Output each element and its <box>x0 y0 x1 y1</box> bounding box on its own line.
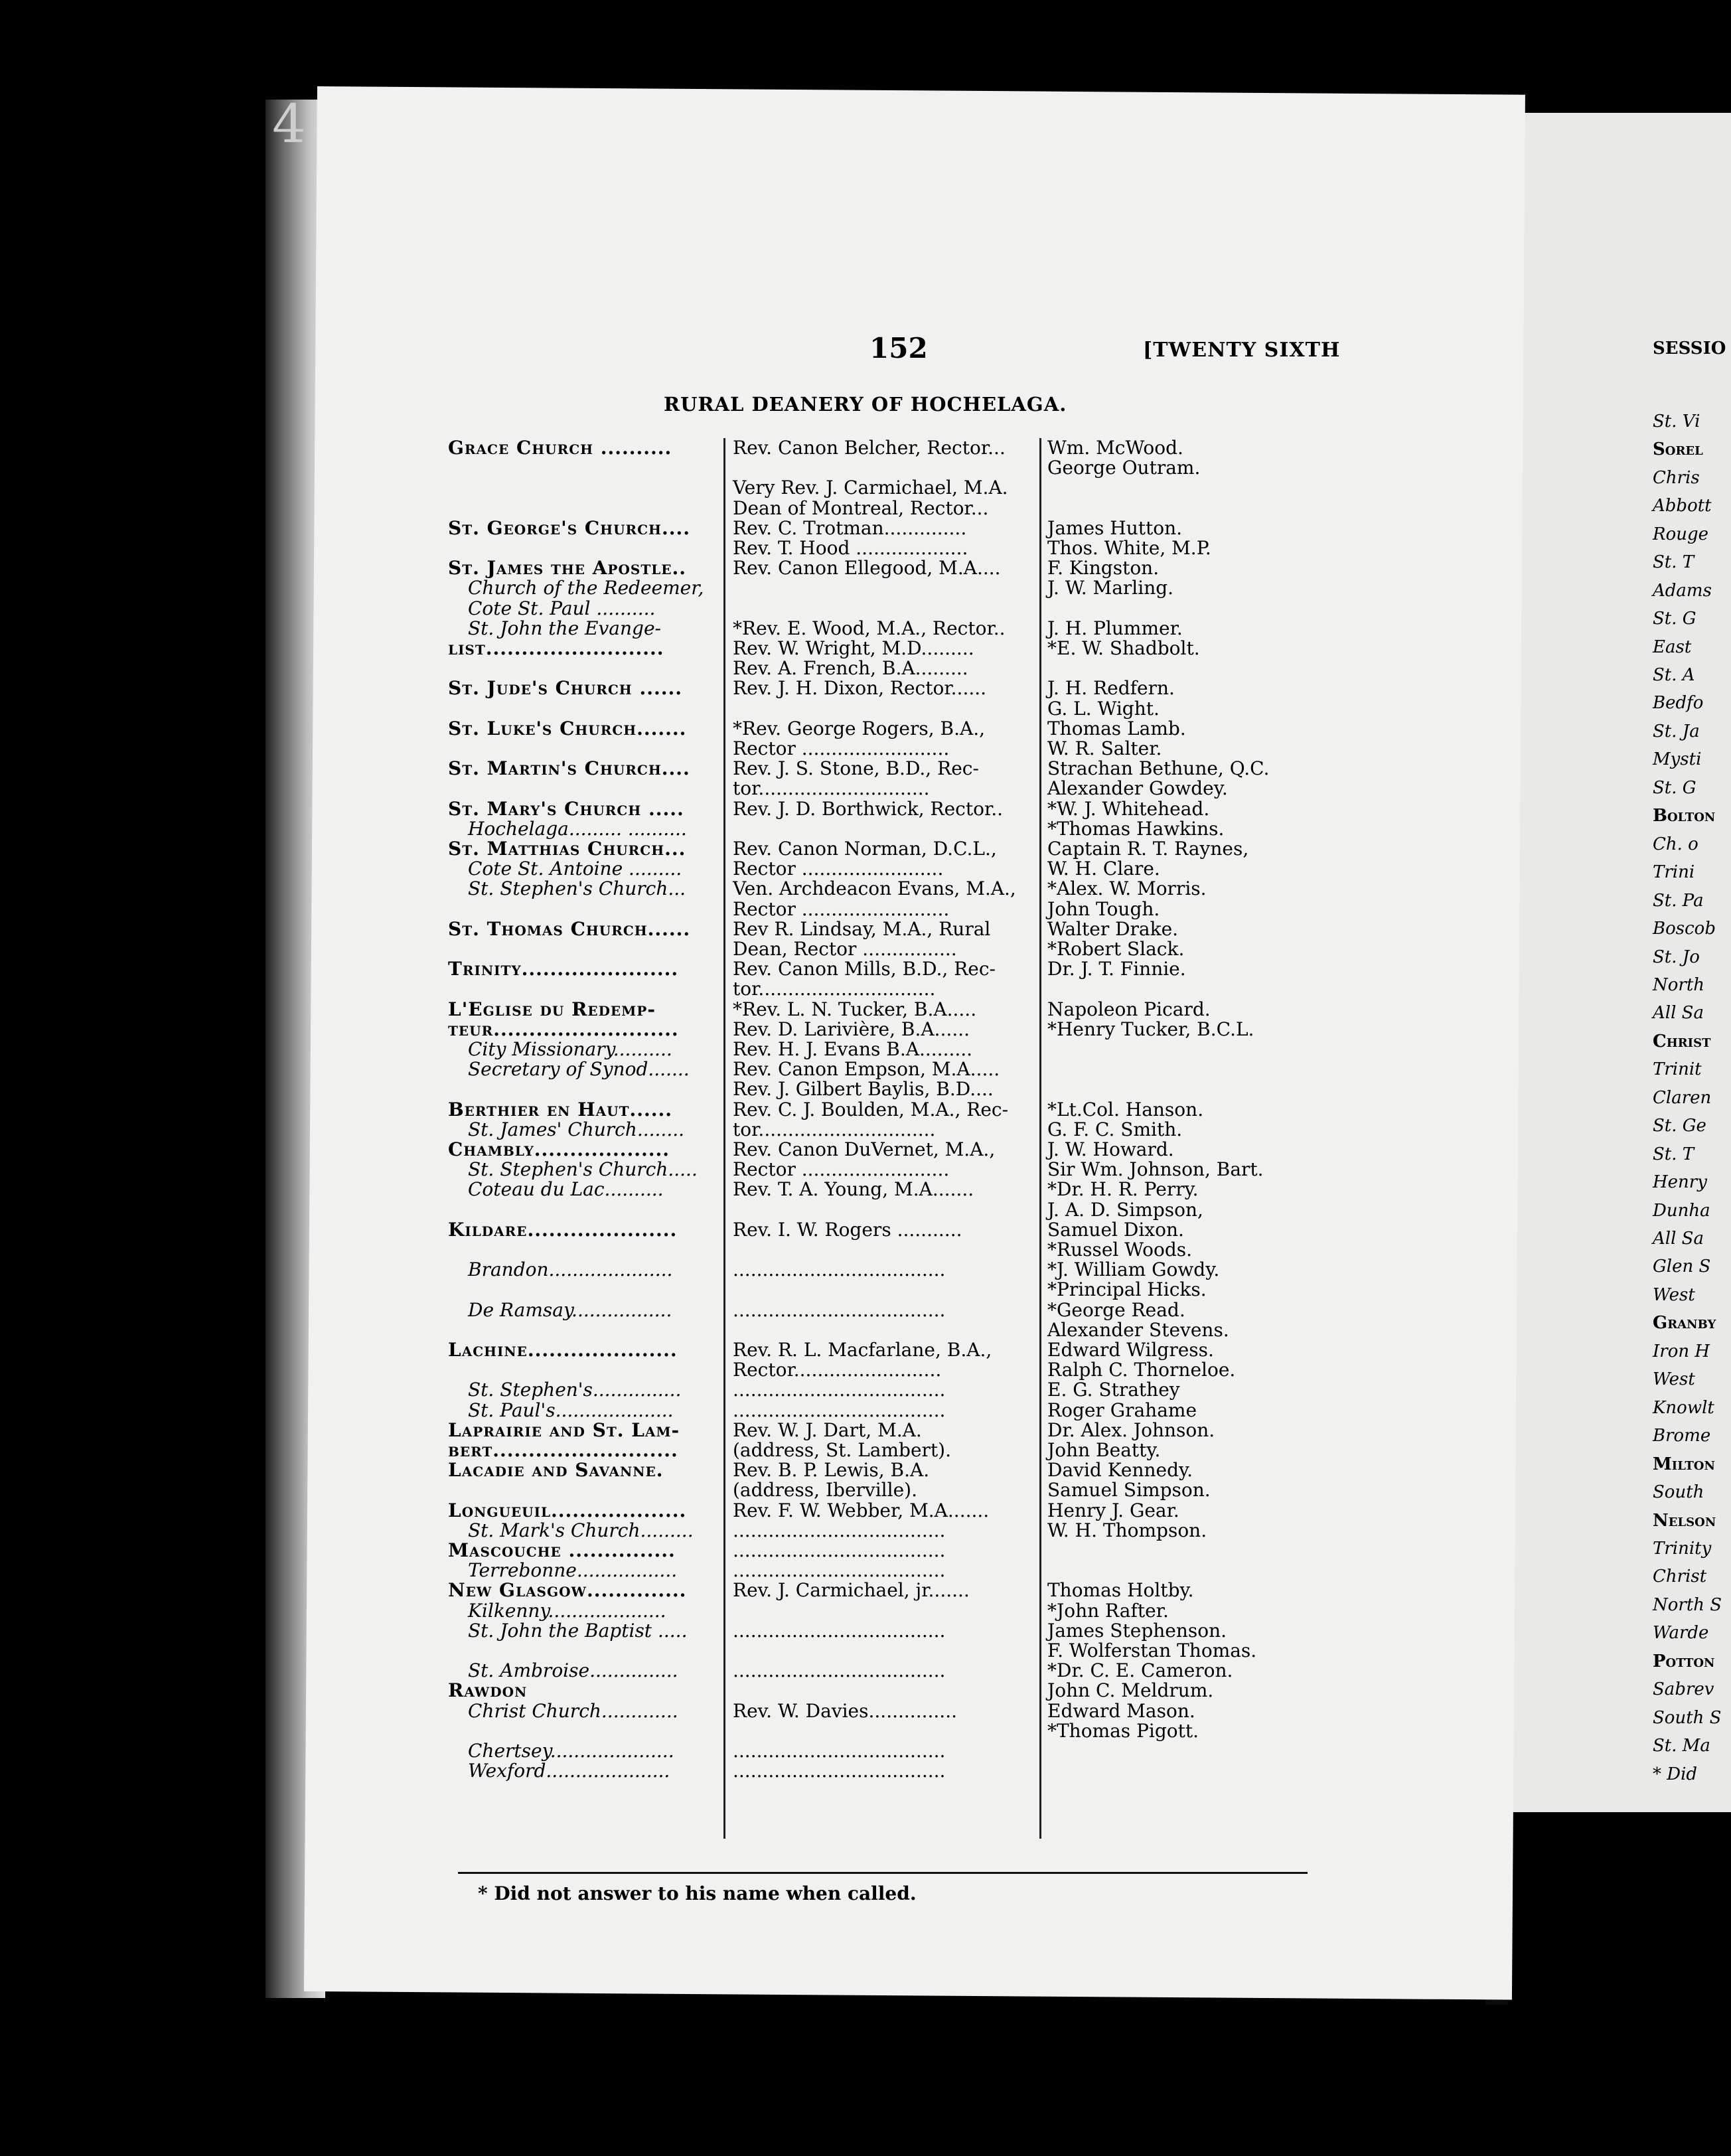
table-cell-c3: Samuel Simpson. <box>1047 1479 1211 1502</box>
facing-page-line: Nelson <box>1653 1511 1716 1531</box>
facing-page-line: Chris <box>1653 468 1700 488</box>
facing-page-line: West <box>1653 1285 1695 1305</box>
table-cell-c1: St. Matthias Church... <box>448 838 686 860</box>
table-cell-c1: Chambly................... <box>448 1138 670 1160</box>
table-cell-c2: Rev. T. Hood ................... <box>733 537 968 559</box>
facing-page-line: St. T <box>1653 1144 1694 1164</box>
table-cell-c1: St. Mark's Church......... <box>468 1519 694 1541</box>
facing-page-line: St. Ja <box>1653 722 1700 741</box>
table-cell-c1: St. Paul's.................... <box>468 1399 674 1421</box>
table-cell-c3: Wm. McWood. <box>1047 437 1183 459</box>
facing-page-line: Sabrev <box>1653 1679 1714 1699</box>
facing-page-line: Granby <box>1653 1313 1716 1333</box>
facing-page-line: Claren <box>1653 1088 1712 1108</box>
table-cell-c1: St. Stephen's............... <box>468 1379 682 1401</box>
table-cell-c3: *Lt.Col. Hanson. <box>1047 1098 1204 1120</box>
table-cell-c2: (address, St. Lambert). <box>733 1439 951 1461</box>
facing-page-line: Potton <box>1653 1652 1715 1671</box>
table-cell-c3: James Stephenson. <box>1047 1619 1227 1642</box>
table-cell-c3: George Outram. <box>1047 457 1201 479</box>
facing-page-line: Trini <box>1653 862 1695 882</box>
table-cell-c1: Brandon..................... <box>468 1259 673 1281</box>
table-cell-c3: Alexander Gowdey. <box>1047 777 1228 800</box>
table-cell-c1: Laprairie and St. Lam- <box>448 1419 680 1441</box>
table-cell-c3: *John Rafter. <box>1047 1599 1169 1622</box>
facing-page-line: Abbott <box>1653 496 1712 516</box>
table-cell-c3: *E. W. Shadbolt. <box>1047 637 1200 659</box>
facing-page-line: Dunha <box>1653 1201 1710 1221</box>
table-cell-c3: E. G. Strathey <box>1047 1379 1180 1401</box>
table-cell-c3: *Russel Woods. <box>1047 1239 1193 1261</box>
table-cell-c2: Rev. R. L. Macfarlane, B.A., <box>733 1339 992 1361</box>
table-cell-c3: John Tough. <box>1047 897 1160 920</box>
table-cell-c2: Rev. Canon DuVernet, M.A., <box>733 1138 996 1160</box>
table-cell-c3: J. W. Howard. <box>1047 1138 1174 1160</box>
table-cell-c1: Wexford..................... <box>468 1760 670 1782</box>
table-cell-c1: Kildare..................... <box>448 1218 678 1241</box>
table-cell-c3: Roger Grahame <box>1047 1399 1197 1421</box>
table-cell-c1: Grace Church .......... <box>448 437 672 459</box>
table-cell-c3: *Henry Tucker, B.C.L. <box>1047 1018 1254 1040</box>
table-cell-c3: Thomas Lamb. <box>1047 717 1186 739</box>
table-cell-c3: J. A. D. Simpson, <box>1047 1198 1203 1221</box>
table-cell-c2: Ven. Archdeacon Evans, M.A., <box>733 878 1016 900</box>
table-cell-c2: .................................... <box>733 1399 946 1421</box>
table-cell-c1: Cote St. Antoine ......... <box>468 858 682 880</box>
table-cell-c3: *Alex. W. Morris. <box>1047 878 1207 900</box>
facing-page-line: South <box>1653 1482 1704 1502</box>
table-cell-c2: .................................... <box>733 1760 946 1782</box>
table-cell-c2: .................................... <box>733 1619 946 1642</box>
table-cell-c3: Edward Mason. <box>1047 1699 1195 1722</box>
table-cell-c2: Rector ......................... <box>733 897 950 920</box>
facing-page-line: West <box>1653 1369 1695 1389</box>
facing-page-line: St. G <box>1653 609 1696 629</box>
table-cell-c1: St. Thomas Church...... <box>448 917 691 940</box>
facing-page-line: Milton <box>1653 1454 1715 1474</box>
table-cell-c1: Terrebonne................. <box>468 1559 678 1582</box>
table-cell-c1: Coteau du Lac.......... <box>468 1178 664 1201</box>
facing-page-line: Rouge <box>1653 524 1709 544</box>
table-cell-c3: Edward Wilgress. <box>1047 1339 1214 1361</box>
table-cell-c3: *Thomas Pigott. <box>1047 1719 1199 1742</box>
table-cell-c2: Rector ......................... <box>733 1158 950 1181</box>
table-cell-c3: *Thomas Hawkins. <box>1047 817 1225 840</box>
facing-page-line: * Did <box>1653 1764 1698 1784</box>
table-cell-c2: Rev. Canon Mills, B.D., Rec- <box>733 958 996 980</box>
table-cell-c1: Chertsey..................... <box>468 1740 674 1762</box>
table-cell-c2: Rev. J. Gilbert Baylis, B.D.... <box>733 1078 994 1101</box>
table-cell-c3: W. H. Thompson. <box>1047 1519 1207 1541</box>
facing-page-line: Bedfo <box>1653 693 1704 713</box>
table-cell-c1: St. Jude's Church ...... <box>448 677 682 700</box>
facing-page-header: SESSIO <box>1653 339 1726 358</box>
table-cell-c2: .................................... <box>733 1519 946 1541</box>
table-cell-c2: Rev. C. J. Boulden, M.A., Rec- <box>733 1098 1009 1120</box>
table-cell-c3: Henry J. Gear. <box>1047 1499 1179 1521</box>
table-cell-c2: tor............................. <box>733 777 930 800</box>
table-cell-c2: Rev. J. D. Borthwick, Rector.. <box>733 797 1004 820</box>
table-cell-c1: teur.......................... <box>448 1018 679 1040</box>
table-cell-c3: Dr. Alex. Johnson. <box>1047 1419 1215 1441</box>
table-cell-c3: Napoleon Picard. <box>1047 998 1211 1020</box>
facing-page-line: All Sa <box>1653 1003 1704 1023</box>
table-cell-c2: Rev. Canon Ellegood, M.A.... <box>733 557 1001 579</box>
table-cell-c3: John Beatty. <box>1047 1439 1161 1461</box>
table-cell-c2: Rev. Canon Norman, D.C.L., <box>733 838 997 860</box>
table-cell-c3: F. Wolferstan Thomas. <box>1047 1640 1257 1661</box>
table-cell-c1: St. Mary's Church ..... <box>448 797 684 820</box>
facing-page-line: Glen S <box>1653 1257 1711 1276</box>
table-cell-c2: .................................... <box>733 1659 946 1682</box>
table-cell-c1: Hochelaga......... .......... <box>468 817 687 840</box>
table-cell-c3: G. L. Wight. <box>1047 697 1160 720</box>
facing-page-line: Trinit <box>1653 1059 1702 1079</box>
table-cell-c1: St. James the Apostle.. <box>448 557 687 579</box>
table-cell-c2: Rev. H. J. Evans B.A......... <box>733 1038 973 1060</box>
table-cell-c1: Trinity...................... <box>448 958 679 980</box>
table-cell-c3: *Robert Slack. <box>1047 938 1185 960</box>
table-cell-c3: Samuel Dixon. <box>1047 1218 1184 1241</box>
footnote-rule <box>458 1872 1308 1874</box>
table-cell-c2: Rev. W. Davies............... <box>733 1699 957 1722</box>
table-cell-c1: list......................... <box>448 637 664 659</box>
table-cell-c2: Rev. I. W. Rogers ........... <box>733 1218 962 1241</box>
table-cell-c3: W. H. Clare. <box>1047 858 1160 880</box>
table-cell-c2: *Rev. L. N. Tucker, B.A..... <box>733 998 977 1020</box>
table-cell-c2: Rev. B. P. Lewis, B.A. <box>733 1459 930 1482</box>
table-cell-c2: Rev. W. J. Dart, M.A. <box>733 1419 922 1441</box>
table-cell-c1: Church of the Redeemer, <box>468 577 704 599</box>
table-cell-c2: tor.............................. <box>733 1118 936 1140</box>
facing-page-line: Sorel <box>1653 439 1703 459</box>
facing-page-line: St. A <box>1653 665 1695 685</box>
table-cell-c3: Dr. J. T. Finnie. <box>1047 958 1186 980</box>
facing-page-line: St. Ge <box>1653 1116 1706 1136</box>
table-cell-c1: St. Stephen's Church..... <box>468 1158 698 1181</box>
facing-page-line: Christ <box>1653 1032 1711 1051</box>
table-cell-c2: Rector......................... <box>733 1359 942 1381</box>
page-header <box>869 332 1347 372</box>
table-cell-c1: Secretary of Synod....... <box>468 1058 690 1081</box>
table-cell-c2: *Rev. George Rogers, B.A., <box>733 717 986 739</box>
table-cell-c1: Longueuil................... <box>448 1499 687 1521</box>
facing-page-line: Christ <box>1653 1567 1707 1586</box>
table-cell-c3: F. Kingston. <box>1047 557 1160 579</box>
table-cell-c1: St. Ambroise............... <box>468 1659 678 1682</box>
facing-page-line: East <box>1653 637 1692 657</box>
table-cell-c2: *Rev. E. Wood, M.A., Rector.. <box>733 617 1006 639</box>
table-cell-c3: Ralph C. Thorneloe. <box>1047 1359 1236 1381</box>
table-cell-c1: Rawdon <box>448 1679 528 1702</box>
table-cell-c2: Rev R. Lindsay, M.A., Rural <box>733 917 991 940</box>
table-cell-c2: .................................... <box>733 1740 946 1762</box>
table-cell-c1: St. John the Evange- <box>468 617 661 639</box>
table-cell-c2: tor.............................. <box>733 978 936 1000</box>
table-cell-c2: Rev. J. S. Stone, B.D., Rec- <box>733 757 979 780</box>
facing-page-line: Knowlt <box>1653 1398 1714 1418</box>
table-cell-c1: New Glasgow.............. <box>448 1579 687 1602</box>
table-cell-c1: De Ramsay................. <box>468 1298 672 1321</box>
table-cell-c1: St. James' Church........ <box>468 1118 685 1140</box>
table-cell-c3: *Principal Hicks. <box>1047 1278 1207 1301</box>
facing-page-line: St. Jo <box>1653 947 1700 967</box>
table-cell-c1: Mascouche ............... <box>448 1539 676 1561</box>
table-cell-c1: Kilkenny.................... <box>468 1599 666 1622</box>
table-cell-c1: St. George's Church.... <box>448 516 690 539</box>
table-cell-c3: Walter Drake. <box>1047 917 1179 940</box>
table-cell-c2: Very Rev. J. Carmichael, M.A. <box>733 477 1008 499</box>
facing-page-line: Trinity <box>1653 1539 1712 1559</box>
table-cell-c2: Rev. T. A. Young, M.A....... <box>733 1178 974 1201</box>
table-cell-c2: .................................... <box>733 1259 946 1281</box>
table-cell-c2: Rev. J. Carmichael, jr....... <box>733 1579 970 1602</box>
table-cell-c1: L'Eglise du Redemp- <box>448 998 656 1020</box>
table-cell-c2: Rev. F. W. Webber, M.A....... <box>733 1499 990 1521</box>
table-cell-c2: Rev. Canon Belcher, Rector... <box>733 437 1006 459</box>
table-cell-c2: Dean of Montreal, Rector... <box>733 497 989 519</box>
table-cell-c2: Dean, Rector ................ <box>733 938 957 960</box>
footnote: * Did not answer to his name when called. <box>478 1883 917 1904</box>
table-cell-c3: *Dr. H. R. Perry. <box>1047 1178 1199 1201</box>
table-cell-c3: J. W. Marling. <box>1047 577 1174 599</box>
table-cell-c3: *J. William Gowdy. <box>1047 1259 1220 1281</box>
facing-page-line: Bolton <box>1653 806 1716 826</box>
facing-page-line: North <box>1653 975 1705 995</box>
table-cell-c3: Thos. White, M.P. <box>1047 537 1211 559</box>
table-cell-c3: David Kennedy. <box>1047 1459 1193 1482</box>
facing-page-line: Brome <box>1653 1426 1711 1446</box>
facing-page-line: South S <box>1653 1708 1722 1728</box>
facing-page-line: All Sa <box>1653 1229 1704 1249</box>
table-cell-c1: St. John the Baptist ..... <box>468 1619 688 1642</box>
table-cell-c2: Rev. A. French, B.A......... <box>733 657 968 680</box>
table-cell-c1: Cote St. Paul .......... <box>468 597 656 619</box>
table-cell-c3: *Dr. C. E. Cameron. <box>1047 1659 1233 1682</box>
facing-page-line: Henry <box>1653 1172 1707 1192</box>
page-title: RURAL DEANERY OF HOCHELAGA. <box>664 393 1067 416</box>
table-cell-c1: bert.......................... <box>448 1439 678 1461</box>
table-cell-c3: Sir Wm. Johnson, Bart. <box>1047 1158 1264 1181</box>
section-heading: [TWENTY SIXTH <box>1143 339 1341 362</box>
page-number: 152 <box>869 332 928 364</box>
table-cell-c1: St. Martin's Church.... <box>448 757 690 780</box>
facing-page-line: Iron H <box>1653 1342 1710 1361</box>
facing-page-line: St. Ma <box>1653 1736 1710 1756</box>
table-cell-c3: Captain R. T. Raynes, <box>1047 838 1249 860</box>
table-cell-c2: Rev. J. H. Dixon, Rector...... <box>733 677 987 700</box>
corner-mark: 4 <box>272 93 306 155</box>
table-cell-c3: J. H. Plummer. <box>1047 617 1183 639</box>
table-cell-c1: St. Luke's Church....... <box>448 717 687 739</box>
table-cell-c3: Strachan Bethune, Q.C. <box>1047 757 1270 780</box>
facing-page-line: Ch. o <box>1653 834 1698 854</box>
facing-page-line: St. G <box>1653 778 1696 798</box>
table-cell-c2: Rector ........................ <box>733 858 944 880</box>
table-cell-c1: Lacadie and Savanne. <box>448 1459 664 1482</box>
table-cell-c1: City Missionary.......... <box>468 1038 672 1060</box>
facing-page-line: Boscob <box>1653 919 1716 939</box>
table-cell-c3: G. F. C. Smith. <box>1047 1118 1183 1140</box>
column-divider-right <box>1039 438 1041 1839</box>
table-cell-c3: J. H. Redfern. <box>1047 677 1175 700</box>
table-cell-c2: .................................... <box>733 1379 946 1401</box>
facing-page-line: Warde <box>1653 1623 1709 1643</box>
facing-page-line: St. Pa <box>1653 891 1704 911</box>
table-cell-c2: .................................... <box>733 1298 946 1321</box>
table-cell-c2: Rev. D. Larivière, B.A...... <box>733 1018 970 1040</box>
facing-page-line: Mysti <box>1653 749 1702 769</box>
table-cell-c2: (address, Iberville). <box>733 1479 917 1502</box>
facing-page-line: Adams <box>1653 581 1712 601</box>
table-cell-c2: Rev. Canon Empson, M.A..... <box>733 1058 1000 1081</box>
table-cell-c1: Berthier en Haut...... <box>448 1098 672 1120</box>
table-cell-c3: Alexander Stevens. <box>1047 1318 1229 1341</box>
table-cell-c2: .................................... <box>733 1559 946 1582</box>
table-cell-c2: Rev. W. Wright, M.D......... <box>733 637 974 659</box>
table-cell-c3: W. R. Salter. <box>1047 737 1162 759</box>
table-cell-c3: James Hutton. <box>1047 516 1183 539</box>
facing-page-line: North S <box>1653 1595 1722 1615</box>
facing-page-line: St. Vi <box>1653 412 1700 431</box>
table-cell-c3: *George Read. <box>1047 1298 1185 1321</box>
table-cell-c1: St. Stephen's Church... <box>468 878 686 900</box>
table-cell-c1: Christ Church............. <box>468 1699 678 1722</box>
table-cell-c2: .................................... <box>733 1539 946 1561</box>
table-cell-c3: *W. J. Whitehead. <box>1047 797 1210 820</box>
table-cell-c1: Lachine..................... <box>448 1339 678 1361</box>
table-cell-c3: Thomas Holtby. <box>1047 1579 1194 1602</box>
table-cell-c2: Rev. C. Trotman.............. <box>733 516 967 539</box>
table-cell-c3: John C. Meldrum. <box>1047 1679 1214 1702</box>
facing-page-line: St. T <box>1653 552 1694 572</box>
table-cell-c2: Rector ......................... <box>733 737 950 759</box>
column-divider-left <box>723 438 725 1839</box>
